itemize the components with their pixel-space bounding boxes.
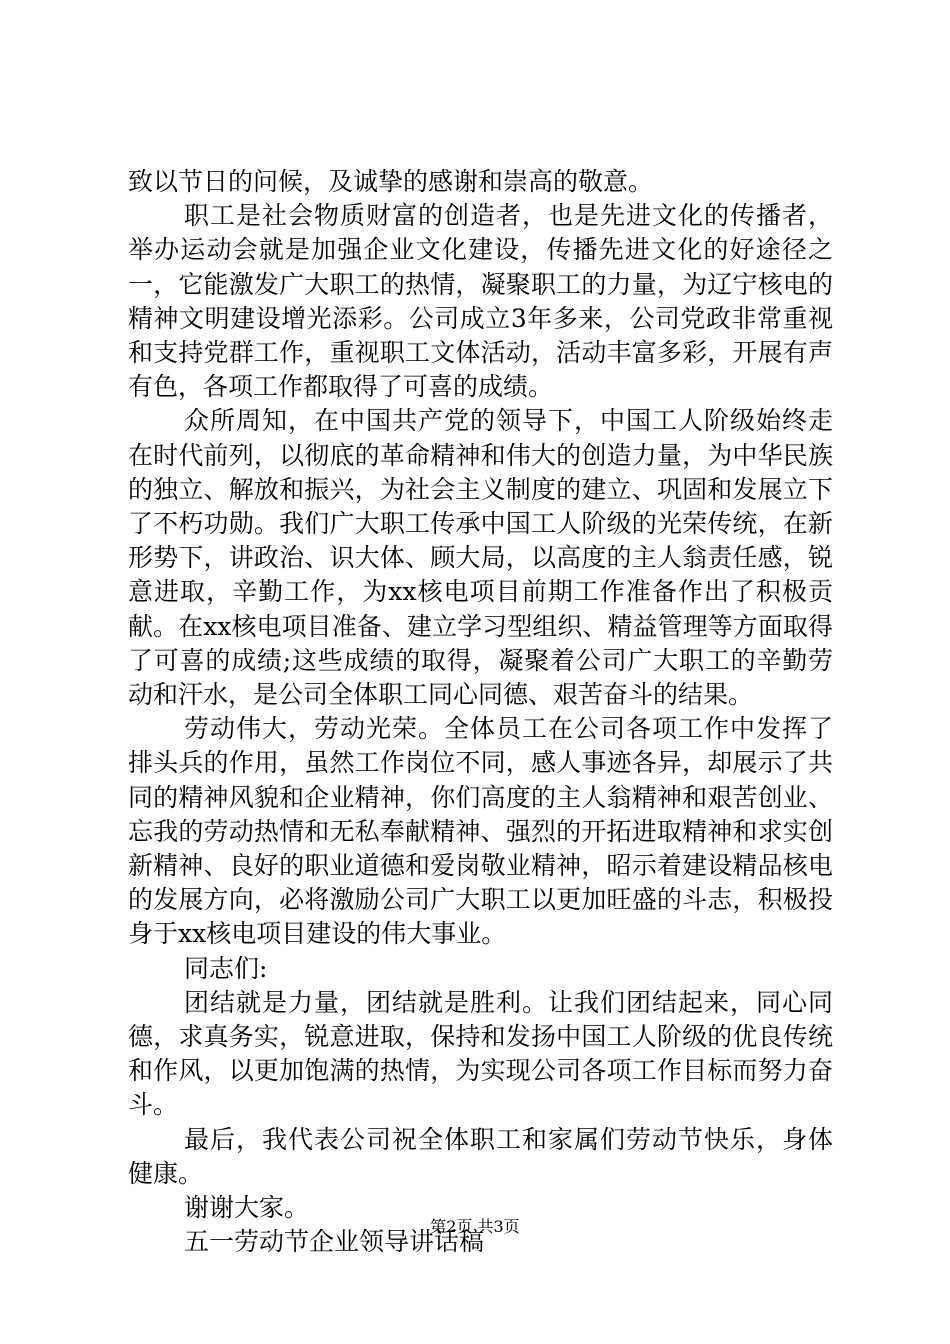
paragraph-working-class-history: 众所周知，在中国共产党的领导下，中国工人阶级始终走在时代前列，以彻底的革命精神和伟大的创造力量，为中华民族的独立、解放和振兴，为社会主义制度的建立、巩固和发展立下了不朽功勋。我们广大职工传承中国工人阶级的光荣传统，在新形势下，讲政治、识大体、顾大局，以高度的主人翁责任感，锐意进取，辛勤工作，为xx核电项目前期工作准备作出了积极贡献。在xx核电项目准备、建立学习型组织、精益管理等方面取得了可喜的成绩;这些成绩的取得，凝聚着公司广大职工的辛勤劳动和汗水，是公司全体职工同心同德、艰苦奋斗的结果。: [128, 406, 833, 710]
paragraph-workers-creators: 职工是社会物质财富的创造者，也是先进文化的传播者，举办运动会就是加强企业文化建设，传播先进文化的好途径之一，它能激发广大职工的热情，凝聚职工的力量，为辽宁核电的精神文明建设增光添彩。公司成立3年多来，公司党政非常重视和支持党群工作，重视职工文体活动，活动丰富多彩，开展有声有色，各项工作都取得了可喜的成绩。: [128, 201, 833, 402]
paragraph-closing-wishes: 最后，我代表公司祝全体职工和家属们劳动节快乐，身体健康。: [128, 1124, 833, 1188]
paragraph-labor-glory: 劳动伟大，劳动光荣。全体员工在公司各项工作中发挥了排头兵的作用，虽然工作岗位不同，感人事迹各异，却展示了共同的精神风貌和企业精神，你们高度的主人翁精神和艰苦创业、忘我的劳动热情和无私奉献精神、强烈的开拓进取精神和求实创新精神、良好的职业道德和爱岗敬业精神，昭示着建设精品核电的发展方向，必将激励公司广大职工以更加旺盛的斗志，积极投身于xx核电项目建设的伟大事业。: [128, 714, 833, 949]
paragraph-thanks: 谢谢大家。: [184, 1193, 310, 1223]
document-body: [128, 165, 833, 1260]
paragraph-unity: 团结就是力量，团结就是胜利。让我们团结起来，同心同德，求真务实，锐意进取，保持和发扬中国工人阶级的优良传统和作风，以更加饱满的热情，为实现公司各项工作目标而努力奋斗。: [128, 987, 833, 1120]
page-number-footer: 第2页 共3页: [430, 1217, 520, 1236]
paragraph-comrades: 同志们:: [184, 953, 268, 983]
paragraph-greeting-continuation: 致以节日的问候，及诚挚的感谢和崇高的敬意。: [128, 167, 654, 196]
paragraph-title-line: 五一劳动节企业领导讲话稿: [184, 1227, 485, 1257]
